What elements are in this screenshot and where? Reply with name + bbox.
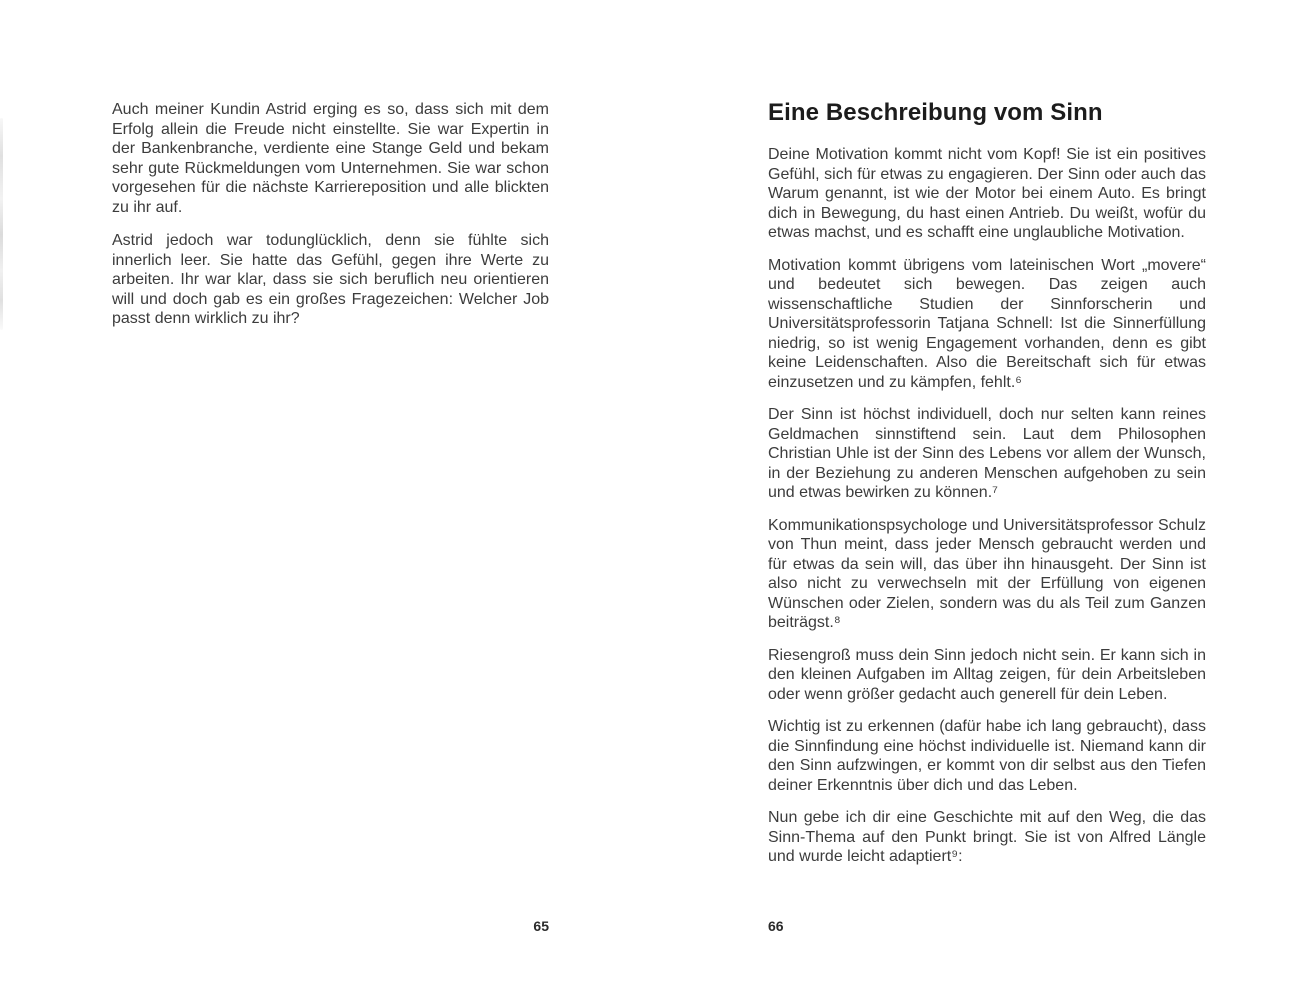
left-page-text-block bbox=[112, 100, 549, 343]
page-number-right: 66 bbox=[768, 918, 784, 934]
right-page-text-block bbox=[768, 99, 1206, 880]
paragraph: Kommunikationspsychologe und Universitätsprofessor Schulz von Thun meint, dass jeder Mensch gebraucht werden und für etwas da sein will, das über ihn hinausgeht. Der Sinn ist also nicht zu verwechseln mit der Erfüllung von eigenen Wünschen oder Zielen, sondern was du als Teil zum Ganzen beiträgst.⁸ bbox=[768, 516, 1206, 631]
paragraph: Wichtig ist zu erkennen (dafür habe ich lang gebraucht), dass die Sinnfindung eine höchst individuelle ist. Niemand kann dir den Sinn aufzwingen, er kommt von dir selbst aus den Tiefen deiner Erkenntnis über dich und das Leben. bbox=[768, 718, 1206, 794]
paragraph: Auch meiner Kundin Astrid erging es so, dass sich mit dem Erfolg allein die Freude nicht einstellte. Sie war Expertin in der Bankenbranche, verdiente eine Stange Geld und bekam sehr gute Rückmeldungen vom Unternehmen. Sie war schon vorgesehen für die nächste Karriereposition und alle blickten zu ihr auf. bbox=[112, 101, 549, 216]
scan-edge-artifact bbox=[0, 118, 3, 330]
chapter-heading: Eine Beschreibung vom Sinn bbox=[768, 99, 1103, 126]
paragraph: Nun gebe ich dir eine Geschichte mit auf den Weg, die das Sinn-Thema auf den Punkt bringt. Sie ist von Alfred Längle und wurde leicht adaptiert⁹: bbox=[768, 809, 1206, 865]
paragraph: Der Sinn ist höchst individuell, doch nur selten kann reines Geldmachen sinnstiftend sein. Laut dem Philosophen Christian Uhle ist der Sinn des Lebens vor allem der Wunsch, in der Beziehung zu anderen Menschen aufgehoben zu sein und etwas bewirken zu können.⁷ bbox=[768, 406, 1206, 501]
paragraph: Deine Motivation kommt nicht vom Kopf! Sie ist ein positives Gefühl, sich für etwas zu engagieren. Der Sinn oder auch das Warum genannt, ist wie der Motor bei einem Auto. Es bringt dich in Bewegung, du hast einen Antrieb. Du weißt, wofür du etwas machst, und es schafft eine unglaubliche Motivation. bbox=[768, 146, 1206, 241]
paragraph: Riesengroß muss dein Sinn jedoch nicht sein. Er kann sich in den kleinen Aufgaben im Alltag zeigen, für dein Arbeitsleben oder wenn größer gedacht auch generell für dein Leben. bbox=[768, 646, 1206, 703]
paragraph: Astrid jedoch war todunglücklich, denn sie fühlte sich innerlich leer. Sie hatte das Gefühl, gegen ihre Werte zu arbeiten. Ihr war klar, dass sie sich beruflich neu orientieren will und doch gab es ein großes Fragezeichen: Welcher Job passt denn wirklich zu ihr? bbox=[112, 232, 549, 327]
page-number-left: 65 bbox=[533, 918, 549, 934]
paragraph: Motivation kommt übrigens vom lateinischen Wort „movere“ und bedeutet sich bewegen. Das zeigen auch wissenschaftliche Studien der Sinnforscherin und Universitätsprofessorin Tatjana Schnell: Ist die Sinnerfüllung niedrig, so ist wenig Engagement vorhanden, denn es gibt keine Leidenschaften. Also die Bereitschaft sich für etwas einzusetzen und zu kämpfen, fehlt.⁶ bbox=[768, 256, 1206, 391]
